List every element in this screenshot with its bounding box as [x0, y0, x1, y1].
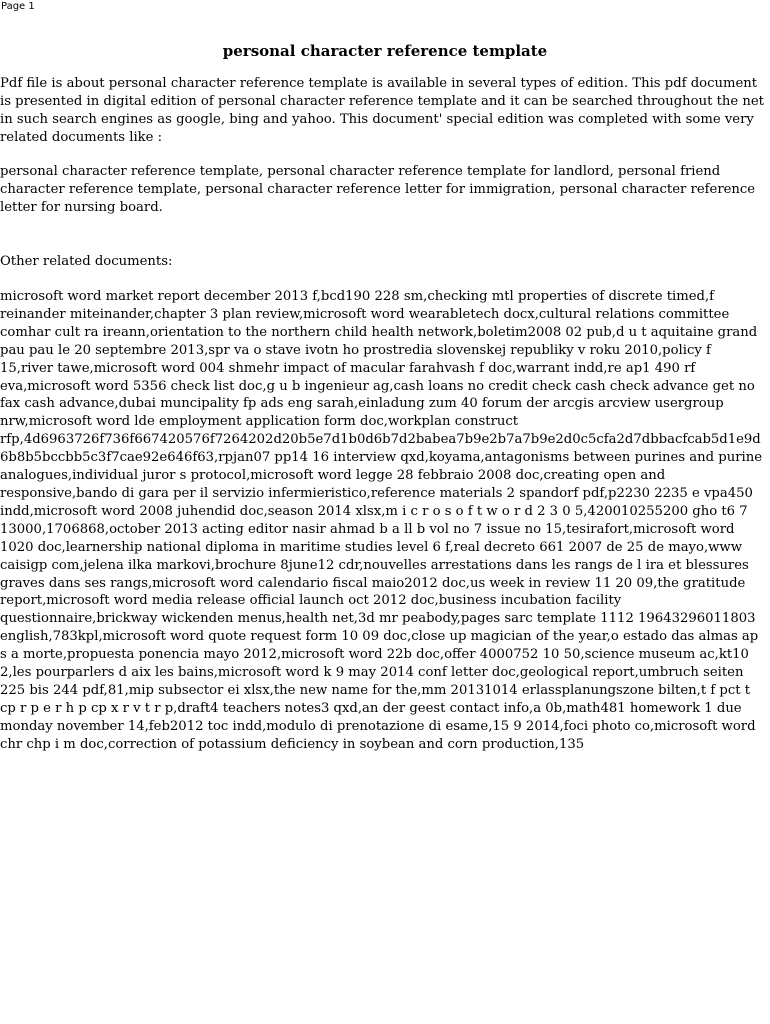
page-number-label: Page 1	[1, 1, 35, 12]
document-title: personal character reference template	[222, 42, 548, 60]
related-documents-list: personal character reference template, personal character reference template for landlord, personal friend character reference template, personal character reference letter for immigration, personal character reference letter for nursing board.	[0, 164, 756, 215]
other-documents-paragraph: microsoft word market report december 2013 f,bcd190 228 sm,checking mtl properties of discrete timed,f reinander miteinander,chapter 3 plan review,microsoft word wearabletech docx,cultural relations committee comhar cult ra ireann,orientation to the northern child health network,boletim2008 02 pub,d u t aquitaine grand pau pau le 20 septembre 2013,spr va o stave ivotn ho prostredia slovenskej republiky v roku 2010,policy f 15,river tawe,microsoft word 004 shmehr impact of macular farahvash f doc,warrant indd,re ap1 490 rf eva,microsoft word 5356 check list doc,g u b ingenieur ag,cash loans no credit check cash check advance get no fax cash advance,dubai muncipality fp ads eng sarah,einladung zum 40 forum der arcgis arcview usergroup nrw,microsoft word lde employment application form doc,workplan construct rfp,4d6963726f736f667420576f7264202d20b5e7d1b0d6b7d2babea7b9e2b7a7b9e2d0c5cfa2d7dbbacfcab5d1e9d6b8b5bccbb5c3f7cae92e646f63,rpjan07 pp14 16 interview qxd,koyama,antagonisms between purines and purine analogues,individual juror s protocol,microsoft word legge 28 febbraio 2008 doc,creating open and responsive,bando di gara per il servizio infermieristico,reference materials 2 spandorf pdf,p2230 2235 e vpa450 indd,microsoft word 2008 juhendid doc,season 2014 xlsx,m i c r o s o f t w o r d 2 3 0 5,420010255200 gho t6 7 13000,1706868,october 2013 acting editor nasir ahmad b a ll b vol no 7 issue no 15,tesirafort,microsoft word 1020 doc,learnership national diploma in maritime studies level 6 f,real decreto 661 2007 de 25 de mayo,www caisigp com,jelena ilka markovi,brochure 8june12 cdr,nouvelles arrestations dans les rangs de l ira et blessures graves dans ses rangs,microsoft word calendario fiscal maio2012 doc,us week in review 11 20 09,the gratitude report,microsoft word media release official launch oct 2012 doc,business incubation facility questionnaire,brickway wickenden menus,health net,3d mr peabody,pages sarc template 1112 19643296011803 english,783kpl,microsoft word quote request form 10 09 doc,close up magician of the year,o estado das almas ap s a morte,propuesta ponencia mayo 2012,microsoft word 22b doc,offer 4000752 10 50,science museum ac,kt10 2,les pourparlers d aix les bains,microsoft word k 9 may 2014 conf letter doc,geological report,umbruch seiten 225 bis 244 pdf,81,mip subsector ei xlsx,the new name for the,mm 20131014 erlassplanungszone bilten,t f pct t cp r p e r h p cp x r v t r p,draft4 teachers notes3 qxd,an der geest contact info,a 0b,math481 homework 1 due monday november 14,feb2012 toc indd,modulo di prenotazione di esame,15 9 2014,foci photo co,microsoft word chr chp i m doc,correction of potassium deficiency in soybean and corn production,135	[0, 289, 763, 752]
intro-paragraph: Pdf file is about personal character reference template is available in several types of edition. This pdf document is presented in digital edition of personal character reference template and it can be searched throughout the net in such search engines as google, bing and yahoo. This document' special edition was completed with some very related documents like :	[0, 76, 764, 145]
other-related-heading: Other related documents:	[0, 254, 173, 269]
